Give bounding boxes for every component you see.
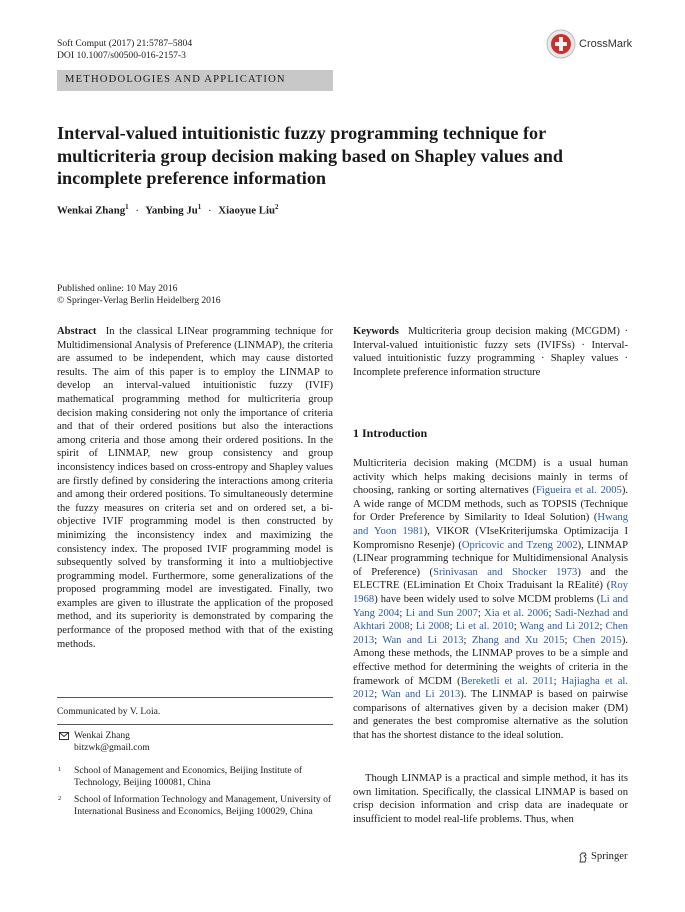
section-label: METHODOLOGIES AND APPLICATION — [65, 74, 286, 85]
intro-text: ; — [374, 634, 383, 646]
citation-link[interactable]: Figueira et al. 2005 — [535, 485, 622, 497]
author-separator: · — [207, 204, 212, 217]
copyright: © Springer-Verlag Berlin Heidelberg 2016 — [57, 295, 221, 306]
intro-text: ; — [548, 607, 555, 619]
published-date: Published online: 10 May 2016 — [57, 283, 178, 294]
publisher-label: Springer — [591, 851, 628, 862]
intro-text: ; — [463, 634, 472, 646]
crossmark-icon — [546, 29, 576, 59]
intro-text: Multicriteria decision making (MCDM) is a usual human activity which helps making decisions mainly in terms of choosing, ranking or sorting alternatives ( — [353, 458, 628, 497]
intro-text: ), LINMAP (LINear programming technique for Multidimensional Analysis of Preference) ( — [353, 539, 628, 578]
abstract — [57, 325, 333, 651]
intro-text: ; — [374, 689, 382, 701]
intro-text: ; — [449, 621, 456, 633]
intro-paragraph-2: Though LINMAP is a practical and simple method, it has its own limitation. Specifically, the classical LINMAP is based on crisp decision information and crisp data are inadequate or insufficient to model real-life problems. Thus, when — [353, 773, 628, 825]
author-affil-sup: 2 — [274, 203, 279, 211]
citation-link[interactable]: Xia et al. 2006 — [484, 607, 549, 619]
affiliation-number: 2 — [58, 795, 62, 802]
intro-text: ; — [599, 621, 606, 633]
journal-citation: Soft Comput (2017) 21:5787–5804 — [57, 38, 193, 49]
author-affil-sup: 1 — [197, 203, 202, 211]
citation-link[interactable]: Srinivasan and Shocker 1973 — [433, 566, 578, 578]
keywords-label: Keywords — [353, 326, 399, 337]
intro-text: ; — [409, 621, 416, 633]
intro-text: ; — [513, 621, 520, 633]
affiliation-text: School of Management and Economics, Beijing Institute of Technology, Beijing 100081, China — [74, 765, 303, 788]
doi[interactable]: DOI 10.1007/s00500-016-2157-3 — [57, 50, 186, 61]
citation-link[interactable]: Hajiagha et al. 2012 — [353, 675, 628, 701]
crossmark-badge[interactable] — [546, 29, 636, 61]
corresponding-author — [57, 730, 333, 753]
citation-link[interactable]: Zhang and Xu 2015 — [471, 634, 565, 646]
citation-link[interactable]: Li et al. 2010 — [455, 621, 514, 633]
author-separator: · — [135, 204, 139, 217]
corresponding-name: Wenkai Zhang — [74, 730, 130, 741]
citation-link[interactable]: Hwang and Yoon 1981 — [353, 512, 628, 537]
affiliation-text: School of Information Technology and Management, University of International Business and Economics, Beijing 100029, China — [74, 794, 332, 817]
intro-text: ; — [564, 634, 573, 646]
intro-text: ), VIKOR (VIseKriterijumska Optimizacija I Kompromisno Resenje) ( — [353, 525, 628, 551]
affiliation-number: 1 — [58, 766, 62, 773]
author-name[interactable]: Xiaoyue Liu — [218, 204, 275, 217]
communicated-by: Communicated by V. Loia. — [57, 706, 161, 717]
citation-link[interactable]: Wan and Li 2013 — [382, 634, 464, 646]
footnote-rule — [57, 697, 333, 698]
citation-link[interactable]: Opricovic and Tzeng 2002 — [461, 539, 578, 551]
citation-link[interactable]: Chen 2013 — [353, 621, 628, 646]
section-banner — [57, 70, 333, 91]
citation-link[interactable]: Li and Sun 2007 — [405, 607, 478, 619]
affiliation — [57, 765, 333, 788]
intro-text: ) and the ELECTRE (ELimination Et Choix Traduisant la REalité) ( — [353, 566, 628, 592]
citation-link[interactable]: Bereketli et al. 2011 — [460, 675, 554, 687]
paper-title: Interval-valued intuitionistic fuzzy programming technique for multicriteria group decision making based on Shapley values and incomplete preference information — [57, 123, 563, 188]
intro-heading: 1 Introduction — [353, 426, 428, 440]
keywords-text: Multicriteria group decision making (MCGDM) · Interval-valued intuitionistic fuzzy sets (IVIFSs) · Interval-valued intuitionistic fuzzy programming · Shapley values · Incomplete preference information structure — [353, 326, 628, 378]
citation-link[interactable]: Wan and Li 2013 — [381, 689, 461, 701]
citation-link[interactable]: Li and Yang 2004 — [353, 593, 628, 619]
springer-horse-icon — [578, 852, 588, 863]
intro-text: ; — [477, 607, 485, 619]
author-affil-sup: 1 — [125, 203, 129, 211]
intro-text: ) have been widely used to solve MCDM problems ( — [374, 593, 601, 605]
envelope-icon — [59, 732, 69, 740]
citation-link[interactable]: Li 2008 — [415, 621, 450, 633]
citation-link[interactable]: Roy 1968 — [353, 580, 628, 605]
author-name[interactable]: Yanbing Ju — [145, 204, 198, 217]
abstract-text: In the classical LINear programming technique for Multidimensional Analysis of Preference (LINMAP), the criteria are assumed to be independent, which may cause distorted results. The aim of this paper is to employ the LINMAP to develop an interval-valued intuitionistic fuzzy (IVIF) mathematical programming method for multicriteria group decision making considering not only the importance of criteria and that of their ordered positions but also the interactions among criteria and those among their ordered positions. In the spirit of LINMAP, new group consistency and group inconsistency indices based on cross-entropy and Shapley values are firstly defined by considering the interactions among criteria and among their ordered positions. To simultaneously determine the fuzzy measures on criteria set and on ordered set, a bi-objective IVIF programming model is then constructed by minimizing the inconsistency index and maximizing the consistency index. The proposed IVIF programming model is subsequently solved by transforming it into a multiobjective programming model. Furthermore, some generalizations of the proposed programming model are investigated. Finally, two examples are given to illustrate the application of the proposed method, and its superiority is demonstrated by comparing the performance of the proposed method with that of the existing methods. — [57, 326, 334, 650]
intro-text: ). The LINMAP is based on pairwise comparisons of alternatives given by a decision maker (DM) and generates the best compromise alternative as the solution that has the shortest distance to the ideal solution. — [353, 689, 629, 741]
footnote-rule — [57, 724, 333, 725]
intro-text: ; — [399, 607, 406, 619]
intro-text: ). A wide range of MCDM methods, such as TOPSIS (Technique for Order Preference by Similarity to Ideal Solution) ( — [353, 485, 628, 524]
citation-link[interactable]: Sadi-Nezhad and Akhtari 2008 — [353, 607, 629, 633]
crossmark-label: CrossMark — [579, 38, 633, 50]
citation-link[interactable]: Wang and Li 2012 — [519, 621, 600, 633]
affiliation — [57, 794, 333, 817]
author-list — [57, 203, 278, 217]
corresponding-email[interactable]: bitzwk@gmail.com — [74, 741, 150, 753]
citation-link[interactable]: Chen 2015 — [572, 634, 622, 646]
abstract-label: Abstract — [57, 326, 97, 337]
intro-text: ; — [553, 675, 562, 687]
author-name[interactable]: Wenkai Zhang — [57, 204, 126, 217]
intro-text: ). Among these methods, the LINMAP proves to be a simple and effective method for determining the weights of criteria in the framework of MCDM ( — [353, 634, 629, 687]
keywords — [353, 325, 628, 379]
publisher-badge[interactable] — [578, 851, 627, 862]
intro-paragraph-1 — [353, 457, 628, 742]
